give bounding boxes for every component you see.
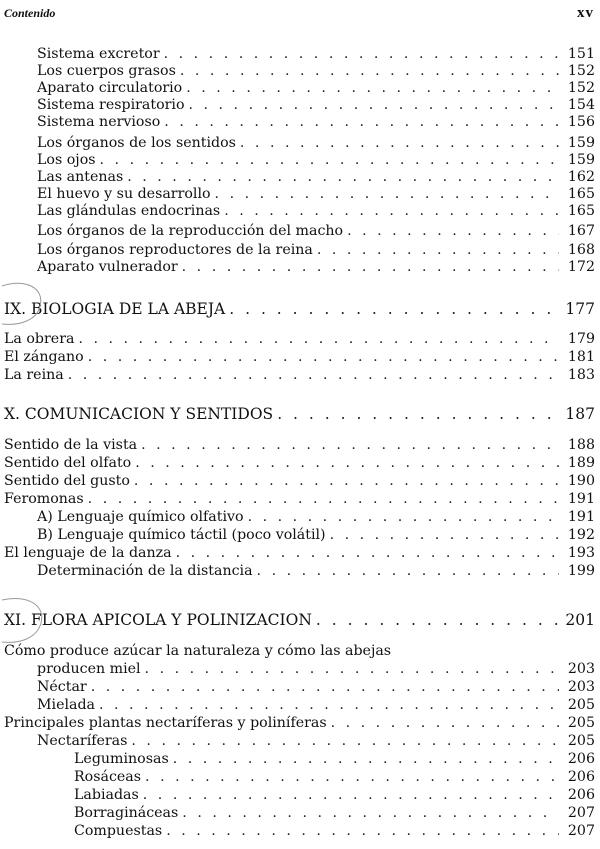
entry-page-number: 154 xyxy=(567,97,595,113)
toc-entry-row xyxy=(0,805,600,822)
entry-page-number: 152 xyxy=(567,63,595,79)
entry-title: La reina xyxy=(4,367,64,383)
entry-page-number: 189 xyxy=(567,455,595,471)
entry-title: La obrera xyxy=(4,331,75,347)
entry-title: El huevo y su desarrollo xyxy=(37,186,211,202)
dot-leader xyxy=(331,715,559,732)
toc-entry-row xyxy=(0,527,600,544)
entry-title: Cómo produce azúcar la naturaleza y cómo las abejas xyxy=(4,643,392,659)
toc-entry-row xyxy=(0,259,600,276)
running-head: Contenido xyxy=(4,6,56,20)
toc-entry-row xyxy=(0,169,600,186)
toc-entry-row xyxy=(0,152,600,169)
chapter-title: XI. FLORA APICOLA Y POLINIZACION xyxy=(4,611,312,629)
entry-page-number: 191 xyxy=(567,491,595,507)
entry-page-number: 167 xyxy=(567,223,595,239)
toc-entry-row xyxy=(0,242,600,259)
toc-entry-row xyxy=(0,186,600,203)
entry-page-number: 168 xyxy=(567,242,595,258)
entry-title: Los ojos xyxy=(37,152,96,168)
entry-page-number: 207 xyxy=(567,805,595,821)
entry-title: Los órganos de los sentidos xyxy=(37,135,236,151)
toc-entry-row xyxy=(0,46,600,63)
toc-entry-row xyxy=(0,203,600,220)
entry-title: Determinación de la distancia xyxy=(37,563,253,579)
chapter-title: X. COMUNICACION Y SENTIDOS xyxy=(4,405,274,423)
toc-chapter-row xyxy=(0,405,600,424)
toc-entry-row xyxy=(0,367,600,384)
dot-leader xyxy=(330,527,559,544)
toc-entry-row xyxy=(0,769,600,786)
dot-leader xyxy=(224,203,559,220)
toc-entry-row xyxy=(0,643,600,660)
dot-leader xyxy=(145,769,559,786)
entry-title: El zángano xyxy=(4,349,84,365)
entry-page-number: 205 xyxy=(567,733,595,749)
entry-page-number: 207 xyxy=(567,823,595,839)
entry-title: Nectaríferas xyxy=(37,733,128,749)
entry-title: Los cuerpos grasos xyxy=(37,63,176,79)
entry-title: Principales plantas nectaríferas y poliníferas xyxy=(4,715,327,731)
toc-entry-row xyxy=(0,114,600,131)
toc-entry-row xyxy=(0,63,600,80)
dot-leader xyxy=(164,114,559,131)
entry-title: producen miel xyxy=(37,661,141,677)
toc-entry-row xyxy=(0,509,600,526)
entry-title: B) Lenguaje químico táctil (poco volátil) xyxy=(37,527,326,543)
entry-page-number: 183 xyxy=(567,367,595,383)
dot-leader xyxy=(248,509,559,526)
toc-entry-row xyxy=(0,331,600,348)
entry-page-number: 159 xyxy=(567,152,595,168)
toc-entry-row xyxy=(0,733,600,750)
dot-leader xyxy=(141,437,559,454)
entry-title: Sentido del gusto xyxy=(4,473,130,489)
entry-page-number: 203 xyxy=(567,679,595,695)
dot-leader xyxy=(182,805,559,822)
entry-page-number: 188 xyxy=(567,437,595,453)
dot-leader xyxy=(182,259,559,276)
dot-leader xyxy=(240,135,559,152)
entry-title: El lenguaje de la danza xyxy=(4,545,172,561)
entry-page-number: 159 xyxy=(567,135,595,151)
entry-title: Sentido de la vista xyxy=(4,437,138,453)
dot-leader xyxy=(180,63,559,80)
toc-entry-row xyxy=(0,455,600,472)
dot-leader xyxy=(88,349,559,366)
dot-leader xyxy=(277,405,559,424)
toc-entry-row xyxy=(0,223,600,240)
dot-leader xyxy=(317,242,559,259)
entry-title: Compuestas xyxy=(74,823,163,839)
dot-leader xyxy=(347,223,559,240)
entry-title: Aparato vulnerador xyxy=(37,259,178,275)
entry-title: Sistema nervioso xyxy=(37,114,161,130)
entry-title: Sistema respiratorio xyxy=(37,97,185,113)
entry-page-number: 190 xyxy=(567,473,595,489)
entry-title: Las glándulas endocrinas xyxy=(37,203,221,219)
entry-page-number: 151 xyxy=(567,46,595,62)
entry-page-number: 165 xyxy=(567,186,595,202)
dot-leader xyxy=(91,679,559,696)
dot-leader xyxy=(215,186,559,203)
dot-leader xyxy=(100,152,559,169)
dot-leader xyxy=(131,733,559,750)
entry-page-number: 206 xyxy=(567,751,595,767)
dot-leader xyxy=(186,80,559,97)
entry-page-number: 199 xyxy=(567,563,595,579)
entry-title: Sentido del olfato xyxy=(4,455,132,471)
toc-entry-row xyxy=(0,437,600,454)
toc-entry-row xyxy=(0,135,600,152)
entry-title: Borragináceas xyxy=(74,805,179,821)
entry-title: Rosáceas xyxy=(74,769,142,785)
entry-title: Los órganos de la reproducción del macho xyxy=(37,223,344,239)
chapter-title: IX. BIOLOGIA DE LA ABEJA xyxy=(4,300,226,318)
toc-entry-row xyxy=(0,787,600,804)
entry-title: Leguminosas xyxy=(74,751,169,767)
dot-leader xyxy=(68,367,559,384)
entry-title: Feromonas xyxy=(4,491,84,507)
toc-entry-row xyxy=(0,473,600,490)
entry-page-number: 187 xyxy=(565,405,595,423)
dot-leader xyxy=(257,563,559,580)
toc-entry-row xyxy=(0,697,600,714)
toc-entry-row xyxy=(0,97,600,114)
toc-entry-row xyxy=(0,823,600,840)
dot-leader xyxy=(316,611,559,630)
entry-page-number: 179 xyxy=(567,331,595,347)
entry-title: Sistema excretor xyxy=(37,46,160,62)
dot-leader xyxy=(134,473,559,490)
dot-leader xyxy=(135,455,559,472)
toc-chapter-row xyxy=(0,300,600,319)
entry-page-number: 205 xyxy=(567,715,595,731)
dot-leader xyxy=(88,491,559,508)
dot-leader xyxy=(78,331,559,348)
entry-title: Néctar xyxy=(37,679,87,695)
dot-leader xyxy=(143,787,559,804)
dot-leader xyxy=(166,823,559,840)
toc-entry-row xyxy=(0,80,600,97)
toc-chapter-row xyxy=(0,611,600,630)
entry-page-number: 192 xyxy=(567,527,595,543)
dot-leader xyxy=(145,661,559,678)
entry-page-number: 206 xyxy=(567,769,595,785)
dot-leader xyxy=(99,697,559,714)
entry-title: Aparato circulatorio xyxy=(37,80,183,96)
dot-leader xyxy=(164,46,559,63)
toc-entry-row xyxy=(0,679,600,696)
entry-title: Los órganos reproductores de la reina xyxy=(37,242,313,258)
entry-page-number: 191 xyxy=(567,509,595,525)
entry-page-number: 172 xyxy=(567,259,595,275)
toc-entry-row xyxy=(0,715,600,732)
entry-page-number: 201 xyxy=(565,611,595,629)
toc-entry-row xyxy=(0,349,600,366)
dot-leader xyxy=(173,751,559,768)
entry-page-number: 181 xyxy=(567,349,595,365)
dot-leader xyxy=(127,169,559,186)
entry-title: Mielada xyxy=(37,697,95,713)
entry-page-number: 205 xyxy=(567,697,595,713)
entry-page-number: 162 xyxy=(567,169,595,185)
entry-title: A) Lenguaje químico olfativo xyxy=(37,509,244,525)
toc-entry-row xyxy=(0,563,600,580)
toc-entry-row xyxy=(0,545,600,562)
page-number: xv xyxy=(577,5,594,21)
entry-page-number: 152 xyxy=(567,80,595,96)
entry-page-number: 156 xyxy=(567,114,595,130)
entry-page-number: 206 xyxy=(567,787,595,803)
entry-page-number: 203 xyxy=(567,661,595,677)
dot-leader xyxy=(229,300,559,319)
toc-entry-row xyxy=(0,661,600,678)
entry-page-number: 177 xyxy=(565,300,595,318)
entry-title: Las antenas xyxy=(37,169,124,185)
entry-page-number: 165 xyxy=(567,203,595,219)
toc-entry-row xyxy=(0,751,600,768)
dot-leader xyxy=(188,97,559,114)
entry-title: Labiadas xyxy=(74,787,139,803)
dot-leader xyxy=(176,545,559,562)
toc-entry-row xyxy=(0,491,600,508)
entry-page-number: 193 xyxy=(567,545,595,561)
